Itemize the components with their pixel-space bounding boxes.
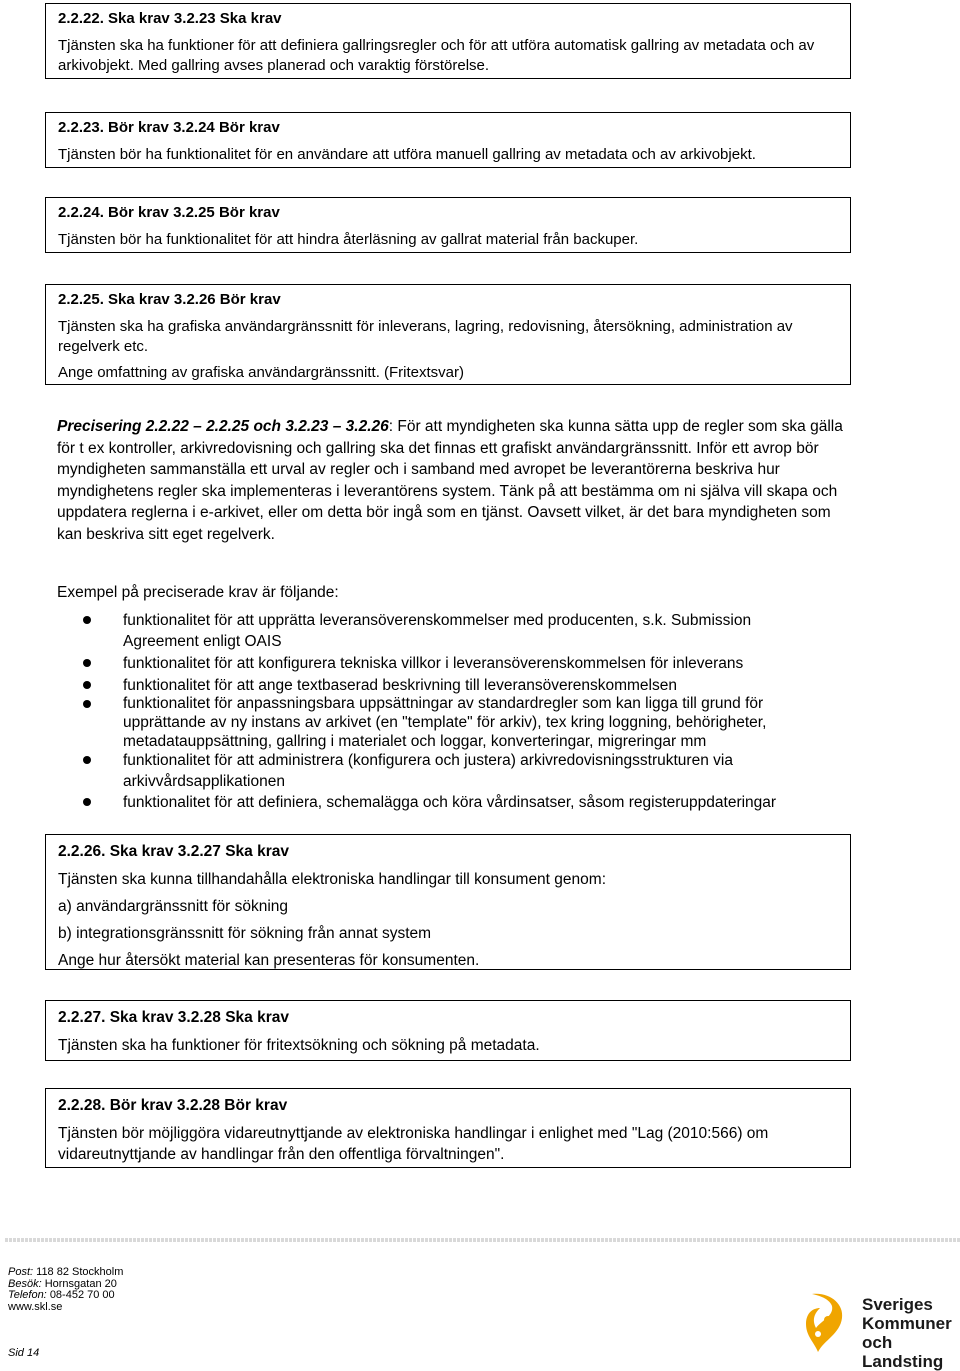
precisering-label: Precisering 2.2.22 – 2.2.25 och 3.2.23 – 3.2.26	[57, 418, 389, 435]
requirement-text: Tjänsten ska ha grafiska användargränssnitt för inleverans, lagring, redovisning, återsökning, administration av regelverk etc.	[58, 318, 793, 355]
requirement-box-2-2-25	[45, 284, 851, 385]
list-item: funktionalitet för att upprätta leveransöverenskommelser med producenten, s.k. Submission Agreement enligt OAIS	[57, 610, 817, 653]
logo-text: Sveriges Kommuner och Landsting	[862, 1295, 952, 1371]
examples-intro: Exempel på preciserade krav är följande:	[57, 584, 339, 601]
precisering-paragraph	[57, 416, 847, 545]
footer-divider	[5, 1238, 960, 1242]
requirement-note: Ange omfattning av grafiska användargränssnitt. (Fritextsvar)	[58, 364, 465, 381]
requirement-heading: 2.2.27. Ska krav 3.2.28 Ska krav	[58, 1009, 289, 1026]
list-item: funktionalitet för att konfigurera tekniska villkor i leveransöverenskommelsen för inleverans	[57, 653, 817, 675]
page-number: Sid 14	[8, 1347, 40, 1359]
bullet-icon	[83, 798, 91, 806]
requirement-box-2-2-26	[45, 834, 851, 970]
list-item: funktionalitet för att ange textbaserad beskrivning till leveransöverenskommelsen	[57, 675, 817, 694]
list-item: funktionalitet för att administrera (konfigurera och justera) arkivredovisningsstrukturen via arkivvårdsapplikationen	[57, 750, 817, 792]
list-item: funktionalitet för anpassningsbara uppsättningar av standardregler som kan ligga till grund för upprättande av ny instans av arkivet (en "template" för arkiv), tex kring loggning, behörigheter, metadatauppsättning, gallring i materialet och loggar, konverteringar, migreringar mm	[57, 694, 817, 750]
requirement-text: Tjänsten ska ha funktioner för fritextsökning och sökning på metadata.	[58, 1037, 540, 1054]
requirement-heading: 2.2.25. Ska krav 3.2.26 Bör krav	[58, 291, 281, 308]
requirement-heading: 2.2.28. Bör krav 3.2.28 Bör krav	[58, 1097, 288, 1114]
requirement-text: Tjänsten bör möjliggöra vidareutnyttjande av elektroniska handlingar i enlighet med "Lag (2010:566) om vidareutnyttjande av handlingar från den offentliga förvaltningen".	[58, 1125, 769, 1163]
bullet-icon	[83, 756, 91, 764]
requirement-text: Tjänsten ska ha funktioner för att definiera gallringsregler och för att utföra automatisk gallring av metadata och av arkivobjekt. Med gallring avses planerad och varaktig förstörelse.	[58, 37, 815, 74]
examples-list	[57, 610, 817, 813]
footer-contact: Post: 118 82 Stockholm Besök: Hornsgatan 20 Telefon: 08-452 70 00 www.skl.se	[8, 1266, 124, 1313]
requirement-option-a: a) användargränssnitt för sökning	[58, 898, 289, 915]
requirement-heading: 2.2.22. Ska krav 3.2.23 Ska krav	[58, 10, 282, 27]
requirement-note: Ange hur återsökt material kan presenteras för konsumenten.	[58, 952, 480, 969]
requirement-option-b: b) integrationsgränssnitt för sökning från annat system	[58, 925, 432, 942]
requirement-heading: 2.2.24. Bör krav 3.2.25 Bör krav	[58, 204, 280, 221]
bullet-icon	[83, 659, 91, 667]
precisering-text: : För att myndigheten ska kunna sätta upp de regler som ska gälla för t ex kontroller, arkivredovisning och gallring ska det finnas ett grafiskt användargränssnitt. Inför ett avrop bör myndigheten sammanställa ett urval av regler och i samband med avropet be leverantörerna beskriva hur myndighetens regler ska implementeras i leverantörens system. Tänk på att bestämma om ni själva vill skapa och uppdatera reglerna i e-arkivet, eller om detta bör ingå som en tjänst. Oavsett vilket, är det bara myndigheten som kan beskriva sitt eget regelverk.	[57, 418, 843, 543]
requirement-text: Tjänsten bör ha funktionalitet för att hindra återläsning av gallrat material från backuper.	[58, 231, 639, 248]
requirement-heading: 2.2.26. Ska krav 3.2.27 Ska krav	[58, 843, 289, 860]
bullet-icon	[83, 700, 91, 708]
requirement-box-2-2-23	[45, 112, 851, 168]
bullet-icon	[83, 616, 91, 624]
requirement-box-2-2-22	[45, 3, 851, 79]
requirement-box-2-2-24	[45, 197, 851, 253]
list-item: funktionalitet för att definiera, schemalägga och köra vårdinsatser, såsom registeruppdateringar	[57, 792, 817, 813]
requirement-box-2-2-27	[45, 1000, 851, 1061]
requirement-box-2-2-28	[45, 1088, 851, 1168]
website-link[interactable]: www.skl.se	[8, 1300, 63, 1313]
requirement-text: Tjänsten bör ha funktionalitet för en användare att utföra manuell gallring av metadata och av arkivobjekt.	[58, 146, 756, 163]
requirement-text: Tjänsten ska kunna tillhandahålla elektroniska handlingar till konsument genom:	[58, 871, 606, 888]
bullet-icon	[83, 681, 91, 689]
requirement-heading: 2.2.23. Bör krav 3.2.24 Bör krav	[58, 119, 280, 136]
